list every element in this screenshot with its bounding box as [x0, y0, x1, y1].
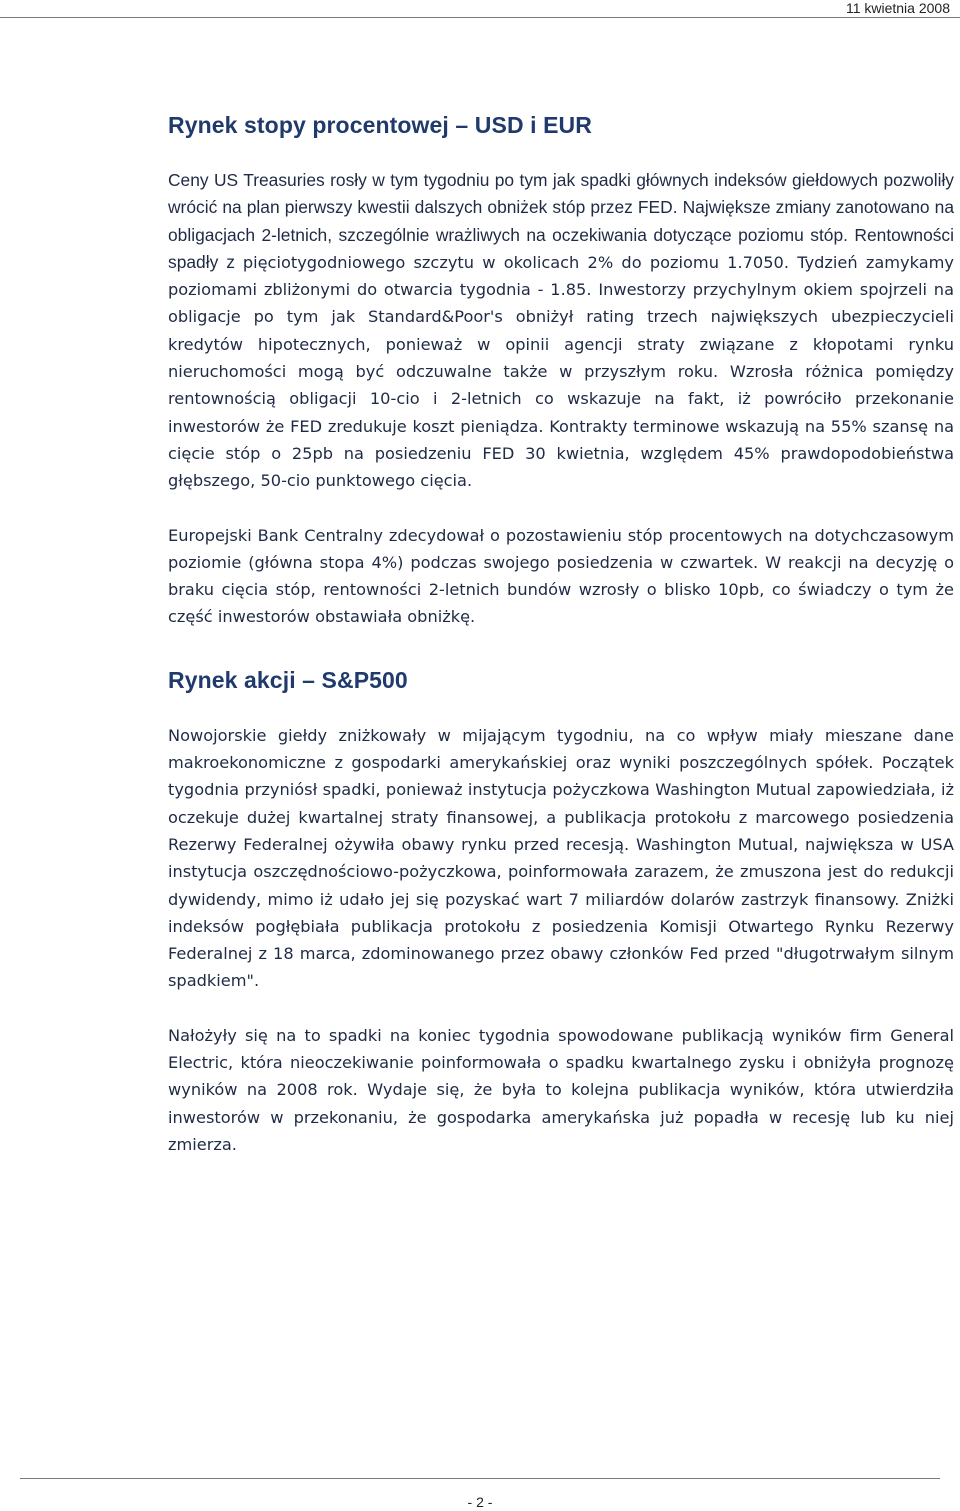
header-date: 11 kwietnia 2008 — [845, 0, 950, 16]
page-number: - 2 - — [467, 1494, 493, 1510]
section-title-equities: Rynek akcji – S&P500 — [168, 666, 408, 693]
paragraph-treasuries — [168, 167, 954, 495]
page-footer — [20, 1478, 940, 1511]
paragraph-treasuries-rest: pięciotygodniowego szczytu w okolicach 2% do poziomu 1.7050. Tydzień zamykamy poziomami zbliżonymi do otwarcia tygodnia - 1.85. Inwestorzy przychylnym okiem spojrzeli na obligacje po tym jak Standard&Poor's obniżył rating trzech największych ubezpieczycieli kredytów hipotecznych, ponieważ w opinii agencji straty związane z kłopotami rynku nieruchomości mogą być odczuwalne także w przyszłym roku. Wzrosła różnica pomiędzy rentownością obligacji 10-cio i 2-letnich co wskazuje na fakt, iż powróciło przekonanie inwestorów że FED zredukuje koszt pieniądza. Kontrakty terminowe wskazują na 55% szansę na cięcie stóp o 25pb na posiedzeniu FED 30 kwietnia, względem 45% prawdopodobieństwa głębszego, 50-cio punktowego cięcia. — [168, 252, 954, 491]
paragraph-general-electric: Nałożyły się na to spadki na koniec tygodnia spowodowane publikacją wyników firm General Electric, która nieoczekiwanie poinformowała o spadku kwartalnego zysku i obniżyła prognozę wyników na 2008 rok. Wydaje się, że była to kolejna publikacja wyników, która utwierdziła inwestorów w przekonaniu, że gospodarka amerykańska już popadła w recesję lub ku niej zmierza. — [168, 1025, 954, 1154]
document-body — [168, 108, 954, 1158]
page-header — [0, 0, 960, 18]
section-title-interest-rates: Rynek stopy procentowej – USD i EUR — [168, 112, 592, 138]
paragraph-treasuries-lead: Ceny US Treasuries rosły w tym tygodniu po tym jak spadki głównych indeksów giełdowych pozwoliły wrócić na plan pierwszy kwestii dalszych obniżek stóp przez FED. Największe zmiany zanotowano na obligacjach 2-letnich, szczególnie wrażliwych na oczekiwania dotyczące poziomu stóp. Rentowności spadły z — [168, 170, 954, 272]
paragraph-ny-markets: Nowojorskie giełdy zniżkowały w mijającym tygodniu, na co wpływ miały mieszane dane makroekonomiczne z gospodarki amerykańskiej oraz wyniki poszczególnych spółek. Początek tygodnia przyniósł spadki, ponieważ instytucja pożyczkowa Washington Mutual zapowiedziała, iż oczekuje dużej kwartalnej straty finansowej, a publikacja protokołu z marcowego posiedzenia Rezerwy Federalnej ożywiła obawy rynku przed recesją. Washington Mutual, największa w USA instytucja oszczędnościowo-pożyczkowa, poinformowała zarazem, że zmuszona jest do redukcji dywidendy, mimo iż udało jej się pozyskać wart 7 miliardów dolarów zastrzyk finansowy. Zniżki indeksów pogłębiała publikacja protokołu z posiedzenia Komisji Otwartego Rynku Rezerwy Federalnej z 18 marca, zdominowanego przez obawy członków Fed przed "długotrwałym silnym spadkiem". — [168, 725, 954, 991]
paragraph-ecb: Europejski Bank Centralny zdecydował o pozostawieniu stóp procentowych na dotychczasowym poziomie (główna stopa 4%) podczas swojego posiedzenia w czwartek. W reakcji na decyzję o braku cięcia stóp, rentowności 2-letnich bundów wzrosły o blisko 10pb, co świadczy o tym że część inwestorów obstawiała obniżkę. — [168, 525, 954, 627]
